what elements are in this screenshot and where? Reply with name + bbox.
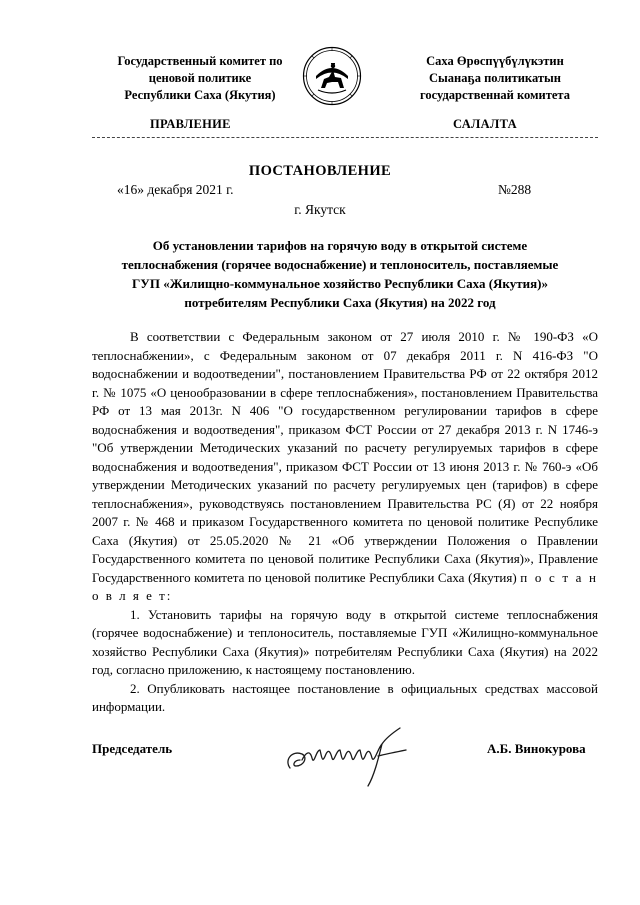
header-right-line: Сыанаҕа политикатын [429,71,561,85]
title-line: ГУП «Жилищно-коммунальное хозяйство Республики Саха (Якутия)» [132,276,548,291]
header-right-authority [395,53,595,104]
resolves-text: п о с т а н о в л я е т: [92,569,598,603]
resolution-item: 2. Опубликовать настоящее постановление в официальных средствах массовой информации. [92,680,598,714]
resolution-item: 1. Установить тарифы на горячую воду в открытой системе теплоснабжения (горячее водоснабжение) и теплоноситель, поставляемые ГУП «Жилищно-коммунальное хозяйство Республики Саха (Якутия)» потребителям Республики Саха (Якутия) на 2022 год, согласно приложению, к настоящему постановлению. [92,606,598,677]
preamble-text: В соответствии с Федеральным законом от 27 июля 2010 г. № 190-ФЗ «О теплоснабжении», с Федеральным законом от 07 декабря 2011 г. N 416-ФЗ "О водоснабжении и водоотведении", постановлением Правительства РФ от 22 октября 2012 г. № 1075 «О ценообразовании в сфере теплоснабжения», постановлением Правительства РФ от 13 мая 2013г. N 406 "О государственном регулировании тарифов в сфере водоснабжения и водоотведения", приказом ФСТ России от 27 декабря 2013 г. N 1746-э "Об утверждении Методических указаний по расчету регулируемых тарифов в сфере водоснабжения и водоотведения", приказом ФСТ России от 13 июня 2013 г. № 760-э «Об утверждении Методических указаний по расчету регулируемых цен (тарифов) в сфере теплоснабжения», руководствуясь постановлением Правительства РС (Я) от 22 ноября 2007 г. № 468 и приказом Государственного комитета по ценовой политике Республике Саха (Якутия) от 25.05.2020 № 21 «Об утверждении Положения о Правлении Государственного комитета по ценовой политике Республики Саха (Якутия)», Правление Государственного комитета по ценовой политике Республики Саха (Якутия) [92,329,598,585]
title-line: теплоснабжения (горячее водоснабжение) и теплоноситель, поставляемые [121,257,559,272]
document-body [92,328,598,717]
preamble-paragraph [92,328,598,606]
signatory-role: Председатель [92,741,173,756]
header-left-line: Государственный комитет по [117,54,283,68]
header-left-line: Республики Саха (Якутия) [124,88,276,102]
header-right-line: государственнай комитета [420,88,570,102]
document-type: ПОСТАНОВЛЕНИЕ [248,163,392,179]
header-divider [92,137,598,138]
board-label-yakut: САЛАЛТА [453,117,517,131]
header-right-line: Саха Өрөспүүбүлүкэтин [426,54,564,68]
document-city: г. Якутск [294,202,346,217]
coat-of-arms-icon [302,46,362,106]
title-line: Об установлении тарифов на горячую воду в открытой системе [152,238,528,253]
document-date: «16» декабря 2021 г. [117,182,234,197]
document-title [105,236,575,312]
board-label-russian: ПРАВЛЕНИЕ [150,117,231,131]
signatory-name: А.Б. Винокурова [487,741,586,756]
header-left-authority [95,53,305,104]
document-number: №288 [498,182,532,197]
handwritten-signature [282,720,422,790]
header-left-line: ценовой политике [148,71,252,85]
title-line: потребителям Республики Саха (Якутия) на 2022 год [184,295,496,310]
